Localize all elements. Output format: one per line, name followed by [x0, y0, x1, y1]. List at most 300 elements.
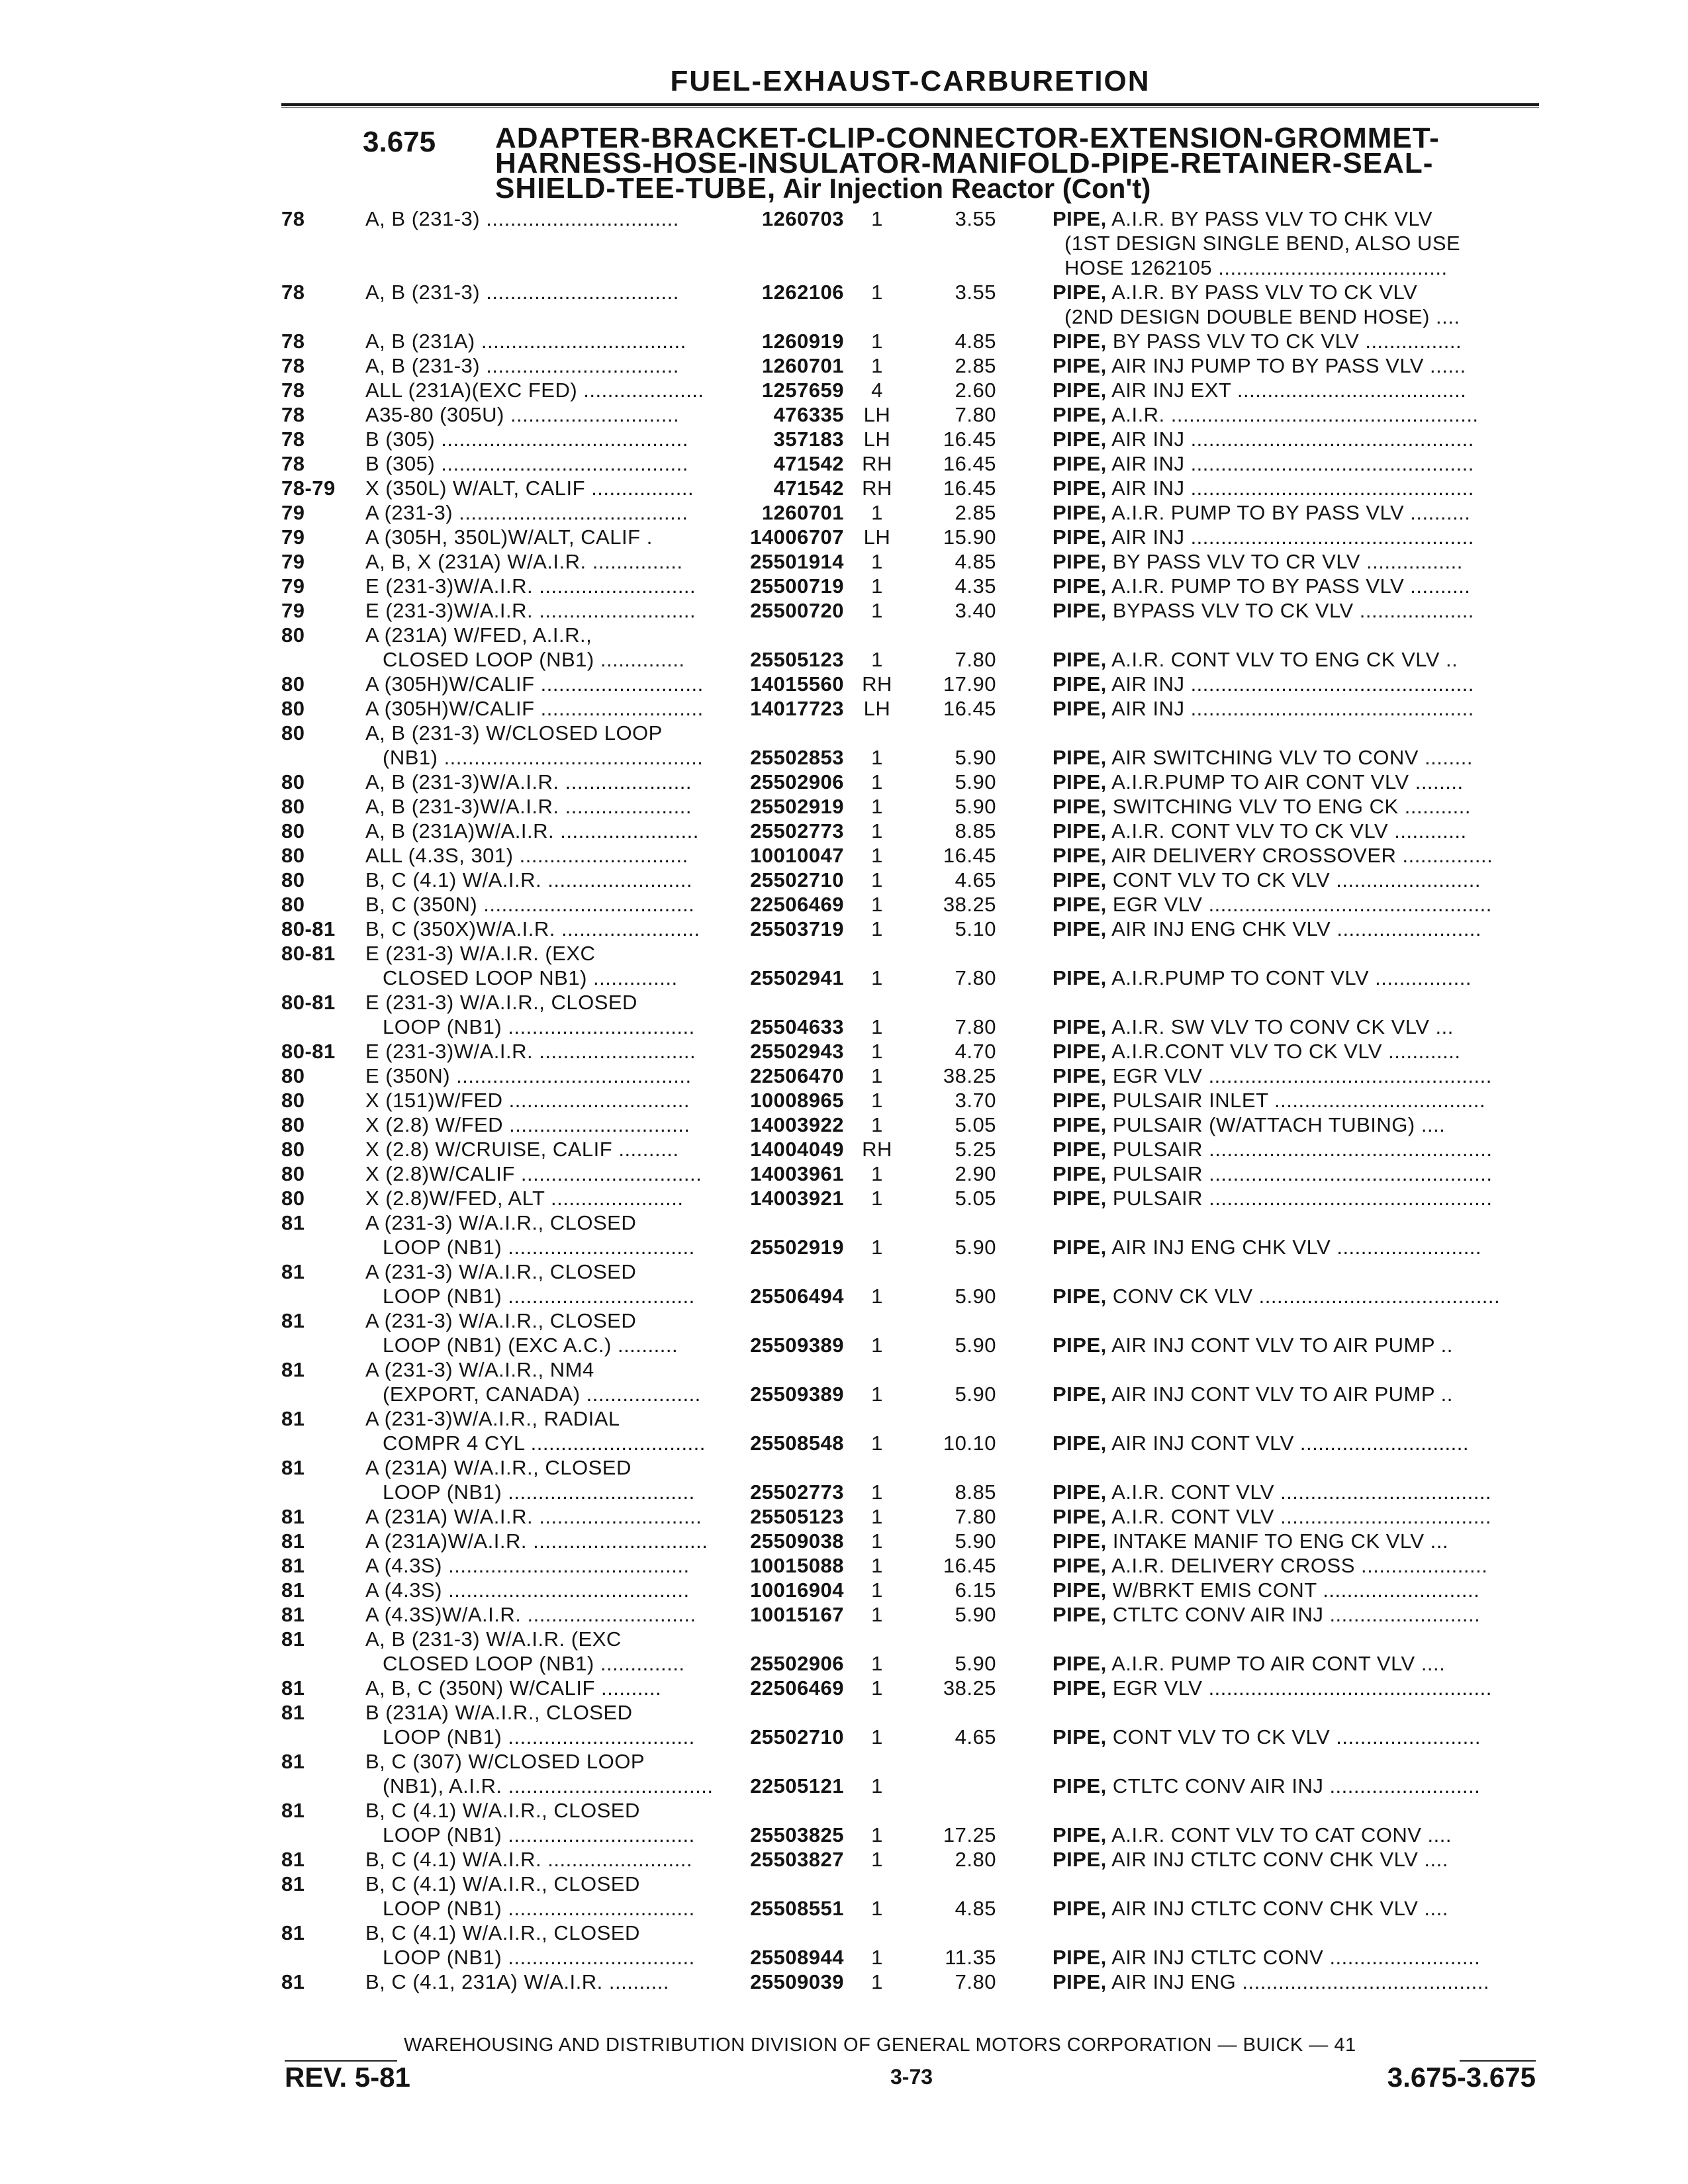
quantity: 1 [871, 1383, 883, 1406]
header-rule-thin [281, 107, 1539, 108]
price: 5.90 [955, 1383, 996, 1406]
description-text: AIR INJ ............................................... [1106, 428, 1474, 451]
application: A (231-3) ...................................... [365, 501, 688, 524]
table-row [0, 794, 1688, 819]
part-number: 25504633 [750, 1015, 844, 1038]
application: B, C (4.1) W/A.I.R., CLOSED [365, 1799, 640, 1822]
table-row [0, 280, 1688, 304]
quantity: 1 [871, 1725, 883, 1749]
table-row [0, 427, 1688, 451]
description-keyword: PIPE, [1053, 207, 1107, 230]
footer-organization: WAREHOUSING AND DISTRIBUTION DIVISION OF GENERAL MOTORS CORPORATION — BUICK — 41 [404, 2034, 1356, 2056]
table-row [0, 206, 1688, 231]
table-row [0, 1627, 1688, 1651]
ref-number: 80-81 [281, 1040, 336, 1063]
description [1053, 1284, 1536, 1308]
application: X (2.8)W/CALIF .............................. [365, 1162, 702, 1185]
table-row [0, 721, 1688, 745]
application: X (151)W/FED .............................. [365, 1089, 690, 1112]
part-number: 25508944 [750, 1946, 844, 1969]
table-row [0, 1823, 1688, 1847]
quantity: 1 [871, 1040, 883, 1063]
description [1053, 843, 1536, 868]
ref-number: 81 [281, 1529, 305, 1553]
quantity: 1 [871, 1113, 883, 1136]
description-text: EGR VLV ............................................... [1106, 1064, 1492, 1087]
quantity: 1 [871, 1848, 883, 1871]
part-number: 25502941 [750, 966, 844, 989]
price: 4.65 [955, 868, 996, 891]
description [1053, 329, 1536, 353]
description-keyword: PIPE, [1053, 1187, 1107, 1210]
application: A (231A) W/A.I.R., CLOSED [365, 1456, 632, 1479]
table-row [0, 966, 1688, 990]
description [1053, 819, 1536, 843]
description-keyword: PIPE, [1053, 1432, 1107, 1455]
table-row [0, 329, 1688, 353]
description-text: INTAKE MANIF TO ENG CK VLV ... [1106, 1529, 1448, 1553]
description [1053, 1186, 1536, 1210]
description [1053, 1480, 1536, 1504]
description [1053, 1382, 1536, 1406]
price: 5.90 [955, 770, 996, 794]
table-row [0, 1161, 1688, 1186]
part-number: 25503827 [750, 1848, 844, 1871]
description-keyword: PIPE, [1053, 1383, 1107, 1406]
description [1053, 427, 1536, 451]
application: X (2.8)W/FED, ALT ...................... [365, 1187, 684, 1210]
ref-number: 78-79 [281, 477, 336, 500]
table-row [0, 819, 1688, 843]
application-continued: LOOP (NB1) ............................... [383, 1480, 695, 1504]
table-row [0, 843, 1688, 868]
quantity: 1 [871, 1015, 883, 1038]
description [1053, 1064, 1536, 1088]
application-continued: LOOP (NB1) ............................... [383, 1236, 695, 1259]
part-number: 10015088 [750, 1554, 844, 1577]
section-title [495, 122, 1554, 205]
application: A, B (231-3) W/A.I.R. (EXC [365, 1627, 622, 1651]
part-number: 25506494 [750, 1285, 844, 1308]
description-keyword: PIPE, [1053, 1897, 1107, 1920]
description-keyword: PIPE, [1053, 844, 1107, 867]
application: A (231-3) W/A.I.R., CLOSED [365, 1260, 637, 1283]
quantity: RH [862, 477, 892, 500]
quantity: 1 [871, 1774, 883, 1797]
table-row [0, 1725, 1688, 1749]
part-number: 471542 [773, 452, 844, 475]
description [1053, 206, 1536, 231]
table-row [0, 1039, 1688, 1064]
quantity: RH [862, 672, 892, 696]
part-number: 25509389 [750, 1383, 844, 1406]
application: B (305) ......................................... [365, 452, 688, 475]
description [1053, 353, 1536, 378]
part-number: 1262106 [761, 281, 844, 304]
table-row [0, 868, 1688, 892]
price: 7.80 [955, 966, 996, 989]
application: A (231-3) W/A.I.R., CLOSED [365, 1309, 637, 1332]
application: A (305H, 350L)W/ALT, CALIF . [365, 525, 653, 549]
description [1053, 451, 1536, 476]
ref-number: 78 [281, 207, 305, 230]
parts-table [0, 206, 1688, 1994]
description-keyword: PIPE, [1053, 599, 1107, 622]
table-row [0, 672, 1688, 696]
price: 5.05 [955, 1113, 996, 1136]
application: A, B, X (231A) W/A.I.R. ............... [365, 550, 683, 573]
ref-number: 80 [281, 1113, 305, 1136]
description-text: A.I.R. CONT VLV ................................... [1106, 1505, 1492, 1528]
description-text: A.I.R. CONT VLV TO ENG CK VLV .. [1106, 648, 1458, 671]
part-number: 14004049 [750, 1138, 844, 1161]
description-keyword: PIPE, [1053, 770, 1107, 794]
application: A (231-3) W/A.I.R., NM4 [365, 1358, 594, 1381]
description-text: AIR INJ ENG CHK VLV ........................ [1106, 1236, 1482, 1259]
part-number: 1260703 [761, 207, 844, 230]
description [1053, 1137, 1536, 1161]
price: 15.90 [943, 525, 996, 549]
description-text: AIR INJ CTLTC CONV ......................... [1106, 1946, 1481, 1969]
ref-number: 80 [281, 844, 305, 867]
description [1053, 1504, 1536, 1529]
table-row [0, 1113, 1688, 1137]
description-text: A.I.R.CONT VLV TO CK VLV ............ [1106, 1040, 1461, 1063]
price: 38.25 [943, 1676, 996, 1700]
part-number: 1260919 [761, 330, 844, 353]
table-row [0, 990, 1688, 1015]
section-title-line-3-sub: Air Injection Reactor (Con't) [776, 173, 1151, 204]
ref-number: 78 [281, 428, 305, 451]
quantity: LH [863, 525, 891, 549]
description-keyword: PIPE, [1053, 819, 1107, 842]
description-text: A.I.R. CONT VLV ................................... [1106, 1480, 1492, 1504]
price: 7.80 [955, 403, 996, 426]
description-keyword: PIPE, [1053, 1113, 1107, 1136]
table-row [0, 1602, 1688, 1627]
table-row [0, 1945, 1688, 1970]
description [1053, 1651, 1536, 1676]
description-text: EGR VLV ............................................... [1106, 893, 1492, 916]
quantity: 1 [871, 1554, 883, 1577]
quantity: LH [863, 428, 891, 451]
quantity: 1 [871, 354, 883, 377]
price: 17.90 [943, 672, 996, 696]
price: 4.85 [955, 550, 996, 573]
price: 5.25 [955, 1138, 996, 1161]
quantity: LH [863, 697, 891, 720]
description-text: PULSAIR (W/ATTACH TUBING) .... [1106, 1113, 1446, 1136]
description-keyword: PIPE, [1053, 354, 1107, 377]
ref-number: 80 [281, 795, 305, 818]
application: A (231-3) W/A.I.R., CLOSED [365, 1211, 637, 1234]
table-row [0, 1064, 1688, 1088]
application: B, C (4.1) W/A.I.R., CLOSED [365, 1872, 640, 1895]
description-keyword: PIPE, [1053, 917, 1107, 940]
description-keyword: PIPE, [1053, 1040, 1107, 1063]
description-keyword: PIPE, [1053, 1946, 1107, 1969]
description [1053, 1553, 1536, 1578]
price: 2.90 [955, 1162, 996, 1185]
table-row [0, 1357, 1688, 1382]
application: E (231-3)W/A.I.R. .......................... [365, 599, 696, 622]
part-number: 10015167 [750, 1603, 844, 1626]
application: A, B (231-3)W/A.I.R. ..................... [365, 770, 692, 794]
price: 11.35 [945, 1946, 996, 1969]
ref-number: 80-81 [281, 991, 336, 1014]
description-text: BY PASS VLV TO CK VLV ................ [1106, 330, 1462, 353]
quantity: 1 [871, 966, 883, 989]
quantity: 1 [871, 795, 883, 818]
part-number: 25509389 [750, 1334, 844, 1357]
description-text: AIR INJ CONT VLV TO AIR PUMP .. [1106, 1383, 1453, 1406]
description [1053, 500, 1536, 525]
price: 4.35 [955, 574, 996, 598]
ref-number: 79 [281, 525, 305, 549]
description [1053, 1088, 1536, 1113]
ref-number: 78 [281, 330, 305, 353]
ref-number: 80-81 [281, 942, 336, 965]
quantity: LH [863, 403, 891, 426]
table-row [0, 549, 1688, 574]
price: 16.45 [943, 1554, 996, 1577]
application-continued: LOOP (NB1) ............................... [383, 1725, 695, 1749]
price: 7.80 [955, 1505, 996, 1528]
description-text: AIR INJ ............................................... [1106, 452, 1474, 475]
description-text: AIR INJ CTLTC CONV CHK VLV .... [1106, 1897, 1448, 1920]
price: 5.90 [955, 1285, 996, 1308]
application: B, C (4.1, 231A) W/A.I.R. .......... [365, 1970, 670, 1993]
table-row [0, 1749, 1688, 1774]
description-keyword: PIPE, [1053, 1725, 1107, 1749]
ref-number: 81 [281, 1750, 305, 1773]
ref-number: 80 [281, 697, 305, 720]
quantity: 1 [871, 770, 883, 794]
ref-number: 81 [281, 1260, 305, 1283]
part-number: 14017723 [750, 697, 844, 720]
quantity: 1 [871, 1480, 883, 1504]
price: 16.45 [943, 844, 996, 867]
part-number: 25502773 [750, 819, 844, 842]
quantity: 4 [871, 379, 883, 402]
description-keyword: PIPE, [1053, 1236, 1107, 1259]
description-text: A.I.R. ................................................... [1106, 403, 1479, 426]
ref-number: 80 [281, 721, 305, 745]
application: B, C (4.1) W/A.I.R. ........................ [365, 1848, 692, 1871]
table-row [0, 1137, 1688, 1161]
part-number: 25501914 [750, 550, 844, 573]
ref-number: 80 [281, 1089, 305, 1112]
description-keyword: PIPE, [1053, 403, 1107, 426]
description-keyword: PIPE, [1053, 1823, 1107, 1846]
description-text: AIR INJ ENG ......................................... [1106, 1970, 1489, 1993]
table-row [0, 402, 1688, 427]
part-number: 25502906 [750, 1652, 844, 1675]
application-continued: LOOP (NB1) ............................... [383, 1946, 695, 1969]
quantity: 1 [871, 868, 883, 891]
ref-number: 81 [281, 1358, 305, 1381]
description [1053, 476, 1536, 500]
section-number: 3.675 [363, 126, 436, 158]
part-number: 25502710 [750, 868, 844, 891]
description-text: PULSAIR ............................................... [1106, 1162, 1493, 1185]
table-row [0, 1088, 1688, 1113]
quantity: 1 [871, 330, 883, 353]
description-text: AIR INJ CTLTC CONV CHK VLV .... [1106, 1848, 1448, 1871]
part-number: 22506469 [750, 1676, 844, 1700]
description-text: A.I.R. BY PASS VLV TO CHK VLV [1106, 207, 1433, 230]
description [1053, 1431, 1536, 1455]
part-number: 22506470 [750, 1064, 844, 1087]
quantity: 1 [871, 648, 883, 671]
application: A, B (231-3)W/A.I.R. ..................... [365, 795, 692, 818]
application: A35-80 (305U) ............................ [365, 403, 680, 426]
quantity: 1 [871, 844, 883, 867]
quantity: 1 [871, 1676, 883, 1700]
part-number: 14003921 [750, 1187, 844, 1210]
table-row [0, 941, 1688, 966]
part-number: 25509038 [750, 1529, 844, 1553]
part-number: 25502906 [750, 770, 844, 794]
table-row [0, 1896, 1688, 1921]
application-continued: (EXPORT, CANADA) ................... [383, 1383, 701, 1406]
description-text: A.I.R. BY PASS VLV TO CK VLV [1106, 281, 1418, 304]
description-text: AIR INJ ............................................... [1106, 697, 1474, 720]
table-row [0, 623, 1688, 647]
price: 5.90 [955, 1529, 996, 1553]
application: B (231A) W/A.I.R., CLOSED [365, 1701, 633, 1724]
table-row [0, 1774, 1688, 1798]
table-row [0, 598, 1688, 623]
description [1053, 1774, 1536, 1798]
application: B (305) ......................................... [365, 428, 688, 451]
description [1053, 672, 1536, 696]
ref-number: 81 [281, 1676, 305, 1700]
table-row [0, 255, 1688, 280]
price: 38.25 [943, 1064, 996, 1087]
description-keyword: PIPE, [1053, 1064, 1107, 1087]
table-row [0, 353, 1688, 378]
part-number: 14003961 [750, 1162, 844, 1185]
application: A (231-3)W/A.I.R., RADIAL [365, 1407, 620, 1430]
price: 4.65 [955, 1725, 996, 1749]
part-number: 10016904 [750, 1578, 844, 1602]
table-row [0, 1210, 1688, 1235]
description-keyword: PIPE, [1053, 1529, 1107, 1553]
application: A (231A)W/A.I.R. ............................. [365, 1529, 708, 1553]
description [1053, 1847, 1536, 1872]
price: 2.85 [955, 354, 996, 377]
price: 3.70 [955, 1089, 996, 1112]
ref-number: 81 [281, 1309, 305, 1332]
description-keyword: PIPE, [1053, 648, 1107, 671]
description [1053, 1039, 1536, 1064]
table-row [0, 696, 1688, 721]
table-row [0, 1676, 1688, 1700]
quantity: 1 [871, 1187, 883, 1210]
application-continued: LOOP (NB1) ............................... [383, 1285, 695, 1308]
description [1053, 1970, 1536, 1994]
description-text: A.I.R. CONT VLV TO CAT CONV .... [1106, 1823, 1452, 1846]
description-text: A.I.R. PUMP TO AIR CONT VLV .... [1106, 1652, 1446, 1675]
part-number: 25502919 [750, 795, 844, 818]
ref-number: 79 [281, 599, 305, 622]
part-number: 25502710 [750, 1725, 844, 1749]
quantity: 1 [871, 1236, 883, 1259]
description-keyword: PIPE, [1053, 281, 1107, 304]
application: A (231A) W/FED, A.I.R., [365, 623, 592, 647]
application: B, C (307) W/CLOSED LOOP [365, 1750, 645, 1773]
description-text: AIR DELIVERY CROSSOVER ............... [1106, 844, 1493, 867]
ref-number: 80 [281, 893, 305, 916]
table-row [0, 1798, 1688, 1823]
description [1053, 1602, 1536, 1627]
table-row [0, 1504, 1688, 1529]
price: 5.90 [955, 746, 996, 769]
description-text: AIR INJ CONT VLV TO AIR PUMP .. [1106, 1334, 1453, 1357]
ref-number: 78 [281, 354, 305, 377]
description-text: CTLTC CONV AIR INJ ......................... [1106, 1603, 1481, 1626]
application-continued: LOOP (NB1) ............................... [383, 1015, 695, 1038]
description-keyword: PIPE, [1053, 966, 1107, 989]
price: 7.80 [955, 648, 996, 671]
description-keyword: PIPE, [1053, 795, 1107, 818]
price: 5.05 [955, 1187, 996, 1210]
price: 8.85 [955, 819, 996, 842]
description [1053, 549, 1536, 574]
table-row [0, 647, 1688, 672]
quantity: 1 [871, 574, 883, 598]
price: 5.10 [955, 917, 996, 940]
ref-number: 79 [281, 501, 305, 524]
part-number: 25502773 [750, 1480, 844, 1504]
table-row [0, 1382, 1688, 1406]
part-number: 357183 [773, 428, 844, 451]
quantity: 1 [871, 917, 883, 940]
application: E (231-3) W/A.I.R. (EXC [365, 942, 596, 965]
description-continued: HOSE 1262105 ...................................... [1064, 256, 1448, 279]
description-keyword: PIPE, [1053, 893, 1107, 916]
description-text: CTLTC CONV AIR INJ ......................... [1106, 1774, 1481, 1797]
part-number: 25500719 [750, 574, 844, 598]
footer-page-number: 3-73 [890, 2065, 933, 2089]
price: 6.15 [955, 1578, 996, 1602]
part-number: 14003922 [750, 1113, 844, 1136]
price: 2.60 [955, 379, 996, 402]
description-keyword: PIPE, [1053, 1334, 1107, 1357]
table-row [0, 1553, 1688, 1578]
ref-number: 81 [281, 1921, 305, 1944]
table-row [0, 1284, 1688, 1308]
quantity: 1 [871, 1334, 883, 1357]
quantity: 1 [871, 501, 883, 524]
description-text: CONV CK VLV ........................................ [1106, 1285, 1501, 1308]
quantity: 1 [871, 1897, 883, 1920]
description [1053, 1823, 1536, 1847]
description-text: SWITCHING VLV TO ENG CK ........... [1106, 795, 1472, 818]
part-number: 25500720 [750, 599, 844, 622]
description-keyword: PIPE, [1053, 1089, 1107, 1112]
ref-number: 80 [281, 1162, 305, 1185]
description-text: BY PASS VLV TO CR VLV ................ [1106, 550, 1463, 573]
quantity: RH [862, 1138, 892, 1161]
quantity: RH [862, 452, 892, 475]
description-keyword: PIPE, [1053, 330, 1107, 353]
price: 4.70 [955, 1040, 996, 1063]
table-row [0, 1015, 1688, 1039]
price: 16.45 [943, 477, 996, 500]
description-keyword: PIPE, [1053, 868, 1107, 891]
